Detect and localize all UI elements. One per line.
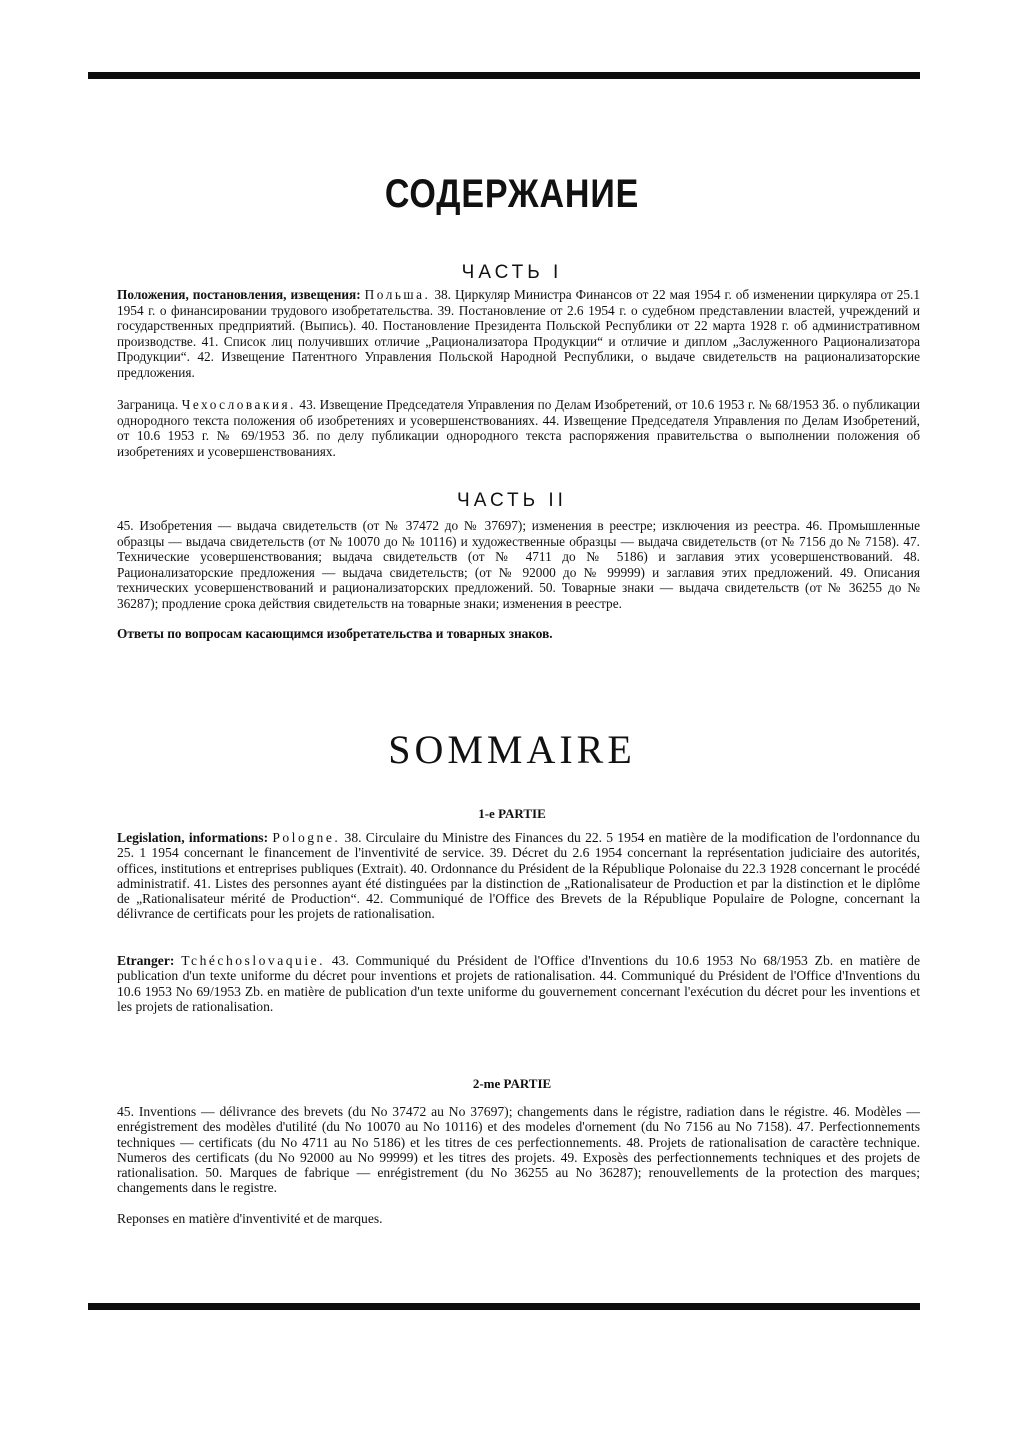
fr-part1-p1-country: Pologne. bbox=[272, 830, 341, 845]
fr-title: SOMMAIRE bbox=[388, 727, 636, 772]
top-rule bbox=[88, 72, 920, 79]
fr-part1-p2-lead: Etranger: bbox=[117, 953, 175, 968]
ru-part1-paragraph-1 bbox=[117, 287, 920, 381]
fr-part1-p1-text: 38. Circulaire du Ministre des Finances du 22. 5 1954 en matière de la modification de l'ordonnance du 25. 1 1954 concernant le financement de l'inventivité de service. 39. Décret du 2.6 1954 concernant la représentation judiciaire des autorités, offices, institutions et entreprises publiques (Extrait). 40. Ordonnance du Président de la République Polonaise du 22.3 1928 concernant le procédé administratif. 41. Listes des personnes ayant été distinguées par la distinction de „Rationalisateur de Production et par la distinction et le diplôme de „Rationalisateur mérité de Production“. 42. Communiqué de l'Office des Brevets de la République Populaire de Pologne, concernant la délivrance de certificats pour les projets de rationalisation. bbox=[117, 830, 920, 922]
fr-part1-p1-lead: Legislation, informations: bbox=[117, 830, 269, 845]
ru-part2-heading: ЧАСТЬ II bbox=[457, 490, 567, 511]
ru-part2-paragraph-2: Ответы по вопросам касающимся изобретательства и товарных знаков. bbox=[117, 626, 553, 641]
fr-part2-paragraph-1: 45. Inventions — délivrance des brevets (du No 37472 au No 37697); changements dans le régistre, radiation dans le régistre. 46. Modèles — enrégistrement des modèles d'utilité (du No 10070 au No 10116) et des modeles d'ornement (du No 7156 au No 7158). 47. Perfectionnements techniques — certificats (du No 4711 au No 5186) et les titres de ces perfectionnements. 48. Projets de rationalisation de caractère technique. Numeros des certificats (du No 92000 au No 99999) et les titres des projets. 49. Exposès des perfectionnements techniques et des projets de rationalisation. 50. Marques de fabrique — enrégistrement (du No 36255 au No 36287); renouvellements de la protection des marques; changements dans le registre. bbox=[117, 1104, 920, 1196]
fr-part1-p2-text: 43. Communiqué du Président de l'Office d'Inventions du 10.6 1953 No 68/1953 Zb. en matière de publication d'un texte uniforme du décret pour inventions et projets de rationalisation. 44. Communiqué du Président de l'Office d'Inventions du 10.6 1953 No 69/1953 Zb. en matière de publication d'un texte uniforme du gouvernement concernant l'exécution du décret pour les inventions et les projets de rationalisation. bbox=[117, 953, 920, 1014]
fr-part1-heading: 1-e PARTIE bbox=[478, 806, 546, 821]
bottom-rule bbox=[88, 1303, 920, 1310]
fr-part2-paragraph-2: Reponses en matière d'inventivité et de marques. bbox=[117, 1211, 383, 1226]
ru-part1-p2-lead: Заграница. bbox=[117, 397, 179, 412]
ru-title: СОДЕРЖАНИЕ bbox=[384, 172, 640, 216]
ru-part1-heading: ЧАСТЬ I bbox=[461, 262, 563, 283]
fr-part1-p2-country: Tchéchoslovaquie. bbox=[181, 953, 326, 968]
ru-part1-paragraph-2 bbox=[117, 397, 920, 459]
ru-part1-p2-text: 43. Извещение Председателя Управления по Делам Изобретений, от 10.6 1953 г. № 68/1953 Зб. о публикации однородного текста положения об изобретениях и усовершенствованиях. 44. Извещение Председателя Управления по Делам Изобретений, от 10.6 1953 г. № 69/1953 Зб. по делу публикации однородного текста распоряжения правительства о выполнении положения об изобретениях и усовершенствованиях. bbox=[117, 397, 920, 459]
fr-part2-heading: 2-me PARTIE bbox=[472, 1076, 552, 1091]
fr-part1-paragraph-1 bbox=[117, 830, 920, 922]
fr-part1-paragraph-2 bbox=[117, 953, 920, 1014]
ru-part1-p1-text: 38. Циркуляр Министра Финансов от 22 мая 1954 г. об изменении циркуляра от 25.1 1954 г. о финансировании трудового изобретательства. 39. Постановление от 2.6 1954 г. о судебном представлении властей, учреждений и государственных предприятий. (Выпись). 40. Постановление Президента Польской Республики от 22 марта 1928 г. об административном производстве. 41. Список лиц получивших отличие „Рационализатора Продукции“ и отличие и диплом „Заслуженного Рационализатора Продукции“. 42. Извещение Патентного Управления Польской Народной Республики, о выдаче свидетельств на рационализаторские предложения. bbox=[117, 287, 921, 380]
ru-part1-p2-country: Чехословакия. bbox=[181, 397, 296, 412]
ru-part1-p1-country: Польша. bbox=[364, 287, 431, 302]
ru-part1-p1-lead: Положения, постановления, извещения: bbox=[117, 287, 361, 302]
ru-part2-paragraph-1: 45. Изобретения — выдача свидетельств (от № 37472 до № 37697); изменения в реестре; изключения из реестра. 46. Промышленные образцы — выдача свидетельств (от № 10070 до № 10116) и художественные образцы — выдача свидетельств (от № 7156 до № 7158). 47. Технические усовершенствования; выдача свидетельств (от № 4711 до № 5186) и заглавия этих усовершенствований. 48. Рационализаторские предложения — выдача свидетельств; (от № 92000 до № 99999) и заглавия этих предложений. 49. Описания технических усовершенствований и рационализаторских предложений. 50. Товарные знаки — выдача свидетельств (от № 36255 до № 36287); продление срока действия свидетельств на товарные знаки; изменения в реестре. bbox=[117, 518, 920, 611]
